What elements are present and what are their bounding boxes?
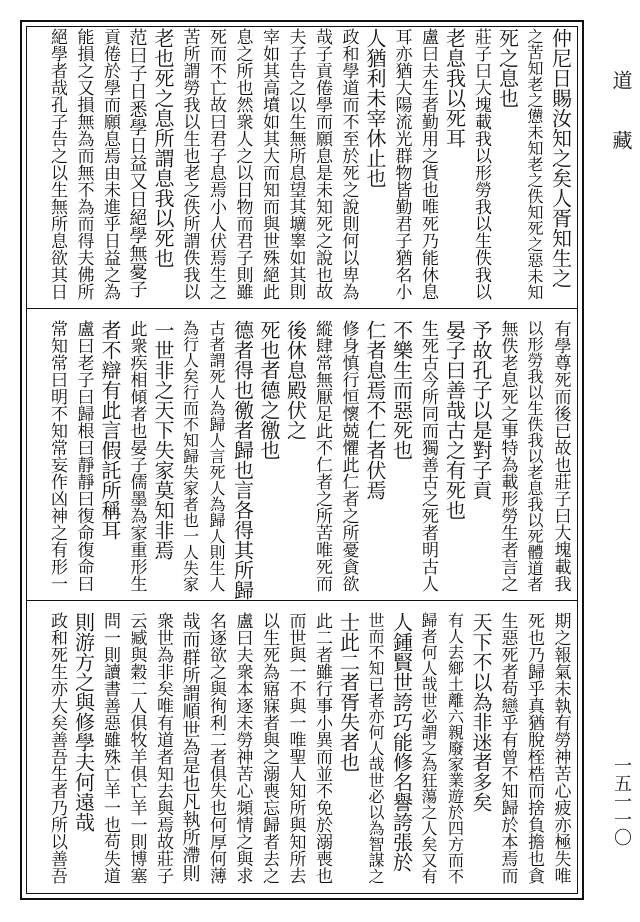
- text-column: 盧曰夫生者勤用之貨也唯死乃能休息: [418, 28, 438, 300]
- text-column: 范曰子日悉學日益又日絕學無憂子: [126, 28, 148, 298]
- text-column: 期之報氣未執有勞神苦心疲亦極失唯: [550, 612, 571, 884]
- text-column: 耳亦猶大陽流光群物皆勤君子猶名小: [391, 28, 412, 300]
- text-column: 衆世為非矣唯有道者知去與焉故莊子: [153, 612, 173, 884]
- text-column: 老也死之息所謂息我以死也: [151, 28, 175, 268]
- text-column: 者不辯有此言假託所稱耳: [98, 320, 122, 540]
- text-column: 生死古今所同而獨善古之死者明古人: [418, 320, 438, 592]
- text-column: 仁者息焉不仁者伏焉: [363, 320, 387, 500]
- text-column: 問一則讀書善惡雖殊亡羊一也苟失道: [100, 612, 120, 884]
- text-column: 而世與一不與一唯聖人知所與知所去: [285, 612, 306, 884]
- text-column: 歸者何人哉世必謂之為狂蕩之人矣又有: [419, 612, 438, 884]
- text-column: 死之息也: [495, 28, 520, 108]
- text-column: 名逐欲之與徇利二者俱失也何厚何薄: [206, 612, 226, 884]
- side-heading: 道 藏: [609, 70, 633, 150]
- text-column: 修身慎行恒懷兢懼此仁者之所憂貪欲: [338, 320, 359, 592]
- text-column: 德者得也徼者歸也言各得其所歸: [230, 320, 255, 600]
- text-column: 能損之又損無為而無不為而得夫佛所: [73, 28, 94, 300]
- text-column: 有學尊死而後已故也莊子曰大塊載我: [550, 320, 571, 592]
- text-column: 死也者德之徼也: [257, 320, 281, 460]
- text-column: 一世非之天下失家莫知非焉: [151, 320, 175, 560]
- text-column: 哉子貢倦學而願息是未知死之說也故: [312, 28, 332, 300]
- text-column: 夫子告之以生無所息望其壙睾如其則: [285, 28, 306, 300]
- text-column: 之苦知老之憊未知老之佚知死之惡未知: [525, 28, 544, 300]
- text-column: 云臧與穀二人俱牧羊俱亡羊一則博塞: [126, 612, 147, 884]
- text-column: 死也乃歸乎真猶脫桎梏而捨負擔也貪: [524, 612, 544, 884]
- text-column: 此衆疾相傾者也晏子儒墨為家重形生: [126, 320, 147, 592]
- text-column: 貢倦於學而願息焉由未進乎日益之為: [100, 28, 120, 300]
- text-column: 晏子曰善哉古之有死也: [442, 320, 467, 520]
- text-column: 則游方之與修學夫何遠哉: [71, 612, 96, 832]
- text-column: 古者謂死人為歸人言死人為歸人則生人: [207, 320, 226, 592]
- text-column: 哉而群所謂順世為是也凡執所滯則: [179, 612, 201, 882]
- text-column: 政和學道而不至於死之說則何以卑為: [338, 28, 359, 300]
- text-column: 絕學者哉孔子告之以生無所息欲其日: [47, 28, 67, 300]
- text-column: 死而不亡故曰君子息焉小人伏焉生之: [206, 28, 226, 300]
- text-column: 盧曰夫衆本逐未勞神苦心頻情之與求: [232, 612, 253, 884]
- text-column: 息之所也然衆人之以日物而君子則雖: [232, 28, 253, 300]
- text-column: 政和死生亦大矣善吾生者乃所以善吾: [47, 612, 67, 884]
- text-column: 天下不以為非迷者多矣: [469, 612, 493, 812]
- text-column: 仲尼日賜汝知之矣人胥知生之: [548, 28, 573, 288]
- text-column: 有人去鄉土離六親廢家業遊於四方而不: [445, 612, 465, 884]
- text-column: 以生死為寤寐者與之溺喪忘歸者去之: [259, 612, 279, 884]
- text-column: 生惡死者苟戀乎有曾不知歸於本焉而: [497, 612, 518, 884]
- text-column: 不樂生而惡死也: [389, 320, 414, 460]
- text-column: 士此二者胥失者也: [336, 612, 361, 772]
- text-column: 此二者雖行事小異而並不免於溺喪也: [312, 612, 332, 884]
- page-number: 一五一一〇: [611, 756, 632, 846]
- text-column: 以形勞我以生佚我以老息我以死體道者: [525, 320, 544, 592]
- text-column: 苦所謂勞我以生也老之佚所謂佚我以: [179, 28, 200, 300]
- text-column: 宰如其高墳如其大而知而與世殊絕此: [259, 28, 279, 300]
- text-column: 縱肆常無厭足此不仁者之所苦唯死而: [312, 320, 332, 592]
- text-column: 莊子曰大塊載我以形勞我以生佚我以: [471, 28, 491, 300]
- text-column: 老息我以死耳: [442, 28, 467, 148]
- text-column: 予故孔子以是對子貢: [469, 320, 493, 500]
- text-column: 為行人矣行而不知歸失家者也一人失家: [180, 320, 200, 592]
- text-column: 世而不知已者亦何人哉世必以為智謀之: [366, 612, 385, 884]
- text-column: 後休息殿伏之: [283, 320, 308, 440]
- text-column: 人鍾賢世誇巧能修名譽誇張於: [389, 612, 414, 872]
- text-column: 無佚老息死之事特為載形勞生者言之: [497, 320, 518, 592]
- text-column: 盧曰老子曰歸根曰靜靜曰復命復命曰: [73, 320, 94, 592]
- text-column: 常知常曰明不知常妄作凶神之有形一: [47, 320, 67, 592]
- text-column: 人猶利未宰休止也: [363, 28, 387, 188]
